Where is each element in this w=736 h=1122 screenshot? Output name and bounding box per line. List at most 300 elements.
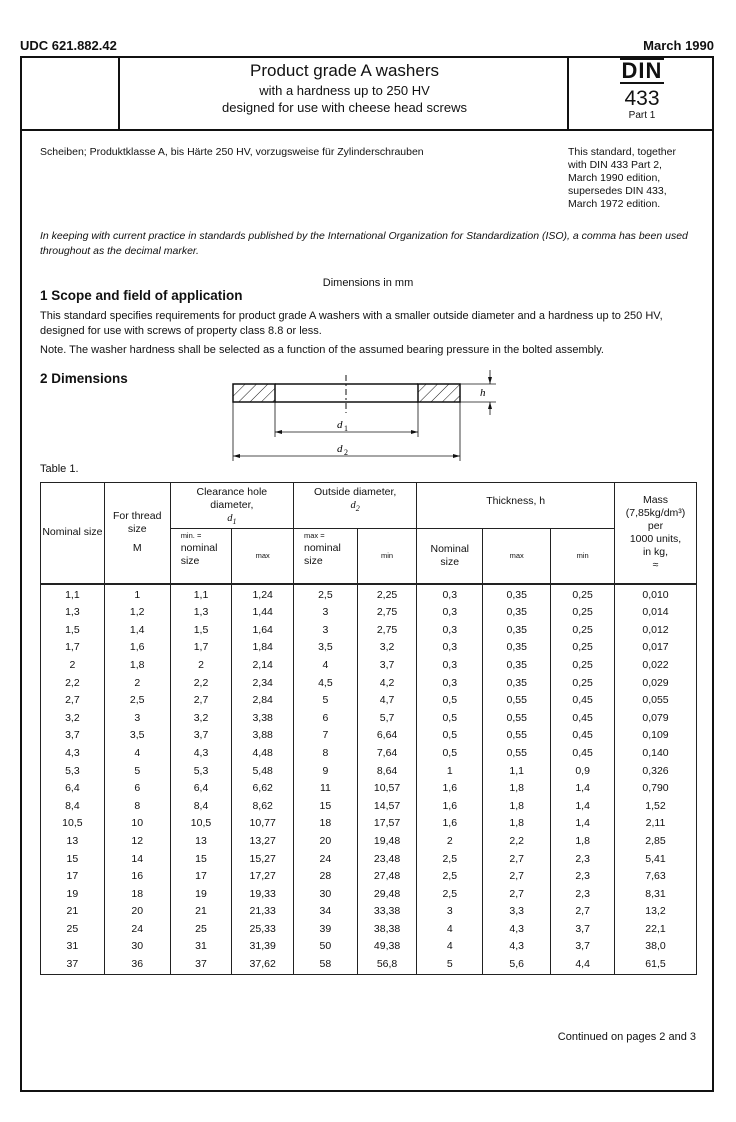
cell-nominal-size: 2,7 <box>41 692 105 710</box>
table-cell: 1,1 <box>170 584 232 605</box>
table-cell: 37 <box>170 956 232 974</box>
table-cell: 13,2 <box>615 903 697 921</box>
table-cell: 2,25 <box>357 584 417 605</box>
table-cell: 1,44 <box>232 604 294 622</box>
table-cell: 0,25 <box>551 584 615 605</box>
header-thickness-nominal: Nominal size <box>417 529 483 584</box>
d2-symbol: $d_2$ <box>350 500 360 514</box>
table-cell: 34 <box>294 903 358 921</box>
cell-nominal-size: 37 <box>41 956 105 974</box>
label-d1-sub: 1 <box>344 424 348 433</box>
table-cell: 3,7 <box>551 938 615 956</box>
table-cell: 5 <box>104 763 170 781</box>
dimensions-table <box>40 482 697 975</box>
table-cell: 0,012 <box>615 622 697 640</box>
table-cell: 8,4 <box>170 798 232 816</box>
table-cell: 2,5 <box>417 886 483 904</box>
table-row <box>41 745 697 763</box>
table-cell: 4,3 <box>483 938 551 956</box>
table-cell: 8,64 <box>357 763 417 781</box>
table-cell: 1,4 <box>104 622 170 640</box>
table-cell: 0,45 <box>551 710 615 728</box>
table-cell: 11 <box>294 780 358 798</box>
mass-line: 1000 units, <box>629 532 682 545</box>
table-cell: 0,35 <box>483 657 551 675</box>
table-cell: 0,5 <box>417 692 483 710</box>
dimensions-unit: Dimensions in mm <box>322 277 414 289</box>
table-body <box>41 584 697 975</box>
udc-number: UDC 621.882.42 <box>20 38 117 53</box>
table-cell: 6 <box>104 780 170 798</box>
table-cell: 10 <box>104 815 170 833</box>
table-cell: 37,62 <box>232 956 294 974</box>
supersedes-line: with DIN 433 Part 2, <box>568 159 662 171</box>
d1-symbol: $d_1$ <box>227 513 237 527</box>
table-cell: 0,35 <box>483 584 551 605</box>
table-cell: 2,11 <box>615 815 697 833</box>
table-cell: 1,8 <box>483 780 551 798</box>
cell-nominal-size: 31 <box>41 938 105 956</box>
table-cell: 1,1 <box>483 763 551 781</box>
table-cell: 0,055 <box>615 692 697 710</box>
table-cell: 5,3 <box>170 763 232 781</box>
table-row <box>41 921 697 939</box>
table-cell: 5 <box>417 956 483 974</box>
header-thickness-max: max <box>483 529 551 584</box>
table-cell: 12 <box>104 833 170 851</box>
thread-size-label: For thread size <box>113 510 162 536</box>
table-cell: 2,3 <box>551 851 615 869</box>
table-cell: 3 <box>104 710 170 728</box>
table-cell: 15 <box>170 851 232 869</box>
supersedes-line: supersedes DIN 433, <box>568 185 667 197</box>
table-cell: 0,3 <box>417 604 483 622</box>
table-cell: 49,38 <box>357 938 417 956</box>
header-d2-max <box>294 529 358 584</box>
header-outside <box>294 483 417 529</box>
table-cell: 8 <box>104 798 170 816</box>
table-cell: 6,4 <box>170 780 232 798</box>
table-row <box>41 604 697 622</box>
table-cell: 2,85 <box>615 833 697 851</box>
washer-section-right <box>418 384 460 402</box>
washer-section-left <box>233 384 275 402</box>
table-row <box>41 780 697 798</box>
table-cell: 1,8 <box>104 657 170 675</box>
table-cell: 0,25 <box>551 675 615 693</box>
table-cell: 58 <box>294 956 358 974</box>
table-cell: 0,45 <box>551 745 615 763</box>
table-cell: 14 <box>104 851 170 869</box>
table-cell: 7 <box>294 727 358 745</box>
cell-nominal-size: 10,5 <box>41 815 105 833</box>
header-mass <box>615 483 697 584</box>
table-cell: 2,5 <box>294 584 358 605</box>
table-cell: 39 <box>294 921 358 939</box>
table-cell: 1,6 <box>417 780 483 798</box>
table-cell: 3,7 <box>170 727 232 745</box>
table-cell: 1,8 <box>483 798 551 816</box>
table-cell: 2,75 <box>357 622 417 640</box>
table-cell: 14,57 <box>357 798 417 816</box>
mass-line: per <box>647 519 664 532</box>
outside-label: Outside diameter, <box>314 486 397 498</box>
cell-nominal-size: 15 <box>41 851 105 869</box>
table-cell: 20 <box>294 833 358 851</box>
table-cell: 15 <box>294 798 358 816</box>
table-cell: 0,9 <box>551 763 615 781</box>
mass-line: Mass <box>642 493 669 506</box>
table-cell: 50 <box>294 938 358 956</box>
table-cell: 31 <box>170 938 232 956</box>
header-d1-max: max <box>232 529 294 584</box>
table-cell: 0,45 <box>551 692 615 710</box>
cell-nominal-size: 17 <box>41 868 105 886</box>
table-cell: 0,014 <box>615 604 697 622</box>
table-row <box>41 833 697 851</box>
table-cell: 5,41 <box>615 851 697 869</box>
table-cell: 5,6 <box>483 956 551 974</box>
table-cell: 1,64 <box>232 622 294 640</box>
table-row <box>41 657 697 675</box>
table-cell: 2,2 <box>170 675 232 693</box>
table-cell: 3,5 <box>104 727 170 745</box>
page-title: Product grade A washers <box>249 61 439 80</box>
table-cell: 1,2 <box>104 604 170 622</box>
din-part: Part 1 <box>628 110 656 121</box>
table-cell: 3,2 <box>170 710 232 728</box>
header-d1-min <box>170 529 232 584</box>
table-cell: 4,2 <box>357 675 417 693</box>
table-cell: 0,3 <box>417 657 483 675</box>
table-cell: 3,7 <box>551 921 615 939</box>
table-cell: 4 <box>294 657 358 675</box>
table-cell: 22,1 <box>615 921 697 939</box>
table-row <box>41 886 697 904</box>
header-left-cell <box>20 56 120 130</box>
header-thickness: Thickness, h <box>417 483 615 529</box>
table-cell: 29,48 <box>357 886 417 904</box>
table-cell: 0,55 <box>483 727 551 745</box>
table-cell: 30 <box>104 938 170 956</box>
table-cell: 7,63 <box>615 868 697 886</box>
table-cell: 3,5 <box>294 639 358 657</box>
table-cell: 1 <box>417 763 483 781</box>
table-cell: 0,25 <box>551 622 615 640</box>
min-eq-label: min. = <box>180 531 202 541</box>
label-d1: d <box>337 419 343 431</box>
table-row <box>41 903 697 921</box>
table-cell: 8,31 <box>615 886 697 904</box>
section-1-heading: 1 Scope and field of application <box>40 288 243 303</box>
table-cell: 5,48 <box>232 763 294 781</box>
table-cell: 6,64 <box>357 727 417 745</box>
table-cell: 0,55 <box>483 745 551 763</box>
continued-note: Continued on pages 2 and 3 <box>557 1031 696 1043</box>
table-cell: 4 <box>417 938 483 956</box>
table-cell: 1,6 <box>417 815 483 833</box>
section-1-note: Note. The washer hardness shall be selected as a function of the assumed bearing pressure in the bolted assembly. <box>40 344 604 356</box>
table-cell: 0,079 <box>615 710 697 728</box>
table-cell: 2,7 <box>483 851 551 869</box>
table-cell: 2,34 <box>232 675 294 693</box>
table-cell: 4,48 <box>232 745 294 763</box>
table-cell: 17,27 <box>232 868 294 886</box>
table-cell: 24 <box>294 851 358 869</box>
table-cell: 3 <box>294 622 358 640</box>
subtitle-usage: designed for use with cheese head screws <box>222 100 467 115</box>
table-row <box>41 938 697 956</box>
cell-nominal-size: 19 <box>41 886 105 904</box>
table-cell: 4,5 <box>294 675 358 693</box>
table-cell: 0,35 <box>483 675 551 693</box>
table-cell: 25,33 <box>232 921 294 939</box>
label-h: h <box>480 387 486 399</box>
table-cell: 33,38 <box>357 903 417 921</box>
table-cell: 0,017 <box>615 639 697 657</box>
table-row <box>41 639 697 657</box>
table-cell: 27,48 <box>357 868 417 886</box>
table-cell: 0,010 <box>615 584 697 605</box>
table-cell: 0,25 <box>551 639 615 657</box>
table-cell: 2,3 <box>551 868 615 886</box>
cell-nominal-size: 13 <box>41 833 105 851</box>
table-cell: 19 <box>170 886 232 904</box>
din-block <box>570 58 714 122</box>
table-cell: 2,14 <box>232 657 294 675</box>
table-cell: 4,7 <box>357 692 417 710</box>
table-cell: 1,8 <box>483 815 551 833</box>
table-cell: 3,7 <box>357 657 417 675</box>
table-cell: 21,33 <box>232 903 294 921</box>
table-row <box>41 868 697 886</box>
cell-nominal-size: 4,3 <box>41 745 105 763</box>
table-cell: 2,7 <box>483 868 551 886</box>
mass-line: in kg, <box>642 545 669 558</box>
table-cell: 0,35 <box>483 639 551 657</box>
cell-nominal-size: 21 <box>41 903 105 921</box>
table-cell: 21 <box>170 903 232 921</box>
table-row <box>41 956 697 974</box>
table-cell: 10,57 <box>357 780 417 798</box>
table-cell: 16 <box>104 868 170 886</box>
table-cell: 5,7 <box>357 710 417 728</box>
table-cell: 0,109 <box>615 727 697 745</box>
label-d2-sub: 2 <box>344 448 348 457</box>
table-cell: 61,5 <box>615 956 697 974</box>
iso-decimal-note: In keeping with current practice in standards published by the International Organization for Standardization (ISO), a comma has been used throughout as the decimal marker. <box>40 230 688 257</box>
table-cell: 1,5 <box>170 622 232 640</box>
table-cell: 2,84 <box>232 692 294 710</box>
table-cell: 0,3 <box>417 622 483 640</box>
supersedes-line: March 1972 edition. <box>568 198 661 210</box>
din-logo: DIN <box>621 58 663 83</box>
table-cell: 3 <box>294 604 358 622</box>
table-cell: 0,3 <box>417 584 483 605</box>
table-cell: 25 <box>170 921 232 939</box>
table-cell: 1,4 <box>551 815 615 833</box>
table-cell: 9 <box>294 763 358 781</box>
table-cell: 10,5 <box>170 815 232 833</box>
table-cell: 56,8 <box>357 956 417 974</box>
table-cell: 4,4 <box>551 956 615 974</box>
table-cell: 19,33 <box>232 886 294 904</box>
issue-date: March 1990 <box>643 38 714 53</box>
subtitle-hardness: with a hardness up to 250 HV <box>259 83 430 98</box>
thread-m-label: M <box>132 542 142 555</box>
table-caption: Table 1. <box>40 463 79 475</box>
table-row <box>41 692 697 710</box>
table-cell: 17,57 <box>357 815 417 833</box>
table-cell: 0,55 <box>483 710 551 728</box>
table-cell: 1,84 <box>232 639 294 657</box>
table-cell: 24 <box>104 921 170 939</box>
table-cell: 1,24 <box>232 584 294 605</box>
nominal-size-small: nominal size <box>180 542 218 568</box>
table-cell: 30 <box>294 886 358 904</box>
table-cell: 7,64 <box>357 745 417 763</box>
table-row <box>41 815 697 833</box>
table-cell: 1,4 <box>551 798 615 816</box>
cell-nominal-size: 3,7 <box>41 727 105 745</box>
table-cell: 0,45 <box>551 727 615 745</box>
table-cell: 0,790 <box>615 780 697 798</box>
table-cell: 3,2 <box>357 639 417 657</box>
table-cell: 17 <box>170 868 232 886</box>
table-cell: 4,3 <box>170 745 232 763</box>
table-cell: 36 <box>104 956 170 974</box>
label-d2: d <box>337 443 343 455</box>
header-clearance <box>170 483 293 529</box>
table-cell: 38,0 <box>615 938 697 956</box>
nominal-size-small: nominal size <box>304 542 341 568</box>
table-cell: 2,7 <box>551 903 615 921</box>
table-cell: 2,5 <box>417 851 483 869</box>
header-nominal-size: Nominal size <box>41 483 105 584</box>
table-cell: 31,39 <box>232 938 294 956</box>
section-1-paragraph: This standard specifies requirements for product grade A washers with a smaller outside diameter and a hardness up to 250 HV, designed for use with screws of property class 8.8 or less. <box>40 310 663 337</box>
supersedes-line: This standard, together <box>568 146 676 158</box>
table-cell: 28 <box>294 868 358 886</box>
table-cell: 0,55 <box>483 692 551 710</box>
table-row <box>41 763 697 781</box>
table-cell: 1,6 <box>104 639 170 657</box>
table-cell: 1,52 <box>615 798 697 816</box>
table-row <box>41 622 697 640</box>
cell-nominal-size: 6,4 <box>41 780 105 798</box>
table-cell: 0,5 <box>417 710 483 728</box>
header-thickness-min: min <box>551 529 615 584</box>
table-cell: 2,5 <box>104 692 170 710</box>
mass-line: ≈ <box>652 558 659 571</box>
header-d2-min: min <box>357 529 417 584</box>
washer-diagram <box>230 365 510 465</box>
table-cell: 3,88 <box>232 727 294 745</box>
table-cell: 0,5 <box>417 745 483 763</box>
table-cell: 2,2 <box>483 833 551 851</box>
supersedes-note <box>568 146 708 211</box>
table-cell: 0,029 <box>615 675 697 693</box>
table-cell: 2,7 <box>170 692 232 710</box>
table-row <box>41 584 697 605</box>
table-cell: 19,48 <box>357 833 417 851</box>
title-block <box>122 60 567 116</box>
table-cell: 18 <box>104 886 170 904</box>
cell-nominal-size: 3,2 <box>41 710 105 728</box>
table-cell: 0,25 <box>551 657 615 675</box>
cell-nominal-size: 2 <box>41 657 105 675</box>
table-cell: 2,7 <box>483 886 551 904</box>
cell-nominal-size: 1,3 <box>41 604 105 622</box>
cell-nominal-size: 8,4 <box>41 798 105 816</box>
table-cell: 3 <box>417 903 483 921</box>
table-cell: 2,75 <box>357 604 417 622</box>
table-cell: 4 <box>417 921 483 939</box>
table-cell: 0,140 <box>615 745 697 763</box>
table-cell: 0,35 <box>483 622 551 640</box>
table-cell: 0,5 <box>417 727 483 745</box>
max-eq-label: max = <box>304 531 325 541</box>
table-cell: 0,3 <box>417 675 483 693</box>
header-thread-size <box>104 483 170 584</box>
table-row <box>41 727 697 745</box>
table-cell: 20 <box>104 903 170 921</box>
clearance-label: Clearance hole diameter, <box>196 486 268 511</box>
table-cell: 4,3 <box>483 921 551 939</box>
table-row <box>41 798 697 816</box>
table-cell: 1 <box>104 584 170 605</box>
table-cell: 2,3 <box>551 886 615 904</box>
table-cell: 0,35 <box>483 604 551 622</box>
header-divider <box>567 56 569 130</box>
table-cell: 1,7 <box>170 639 232 657</box>
header-bottom-rule <box>20 129 714 131</box>
table-cell: 1,4 <box>551 780 615 798</box>
table-row <box>41 710 697 728</box>
table-cell: 6,62 <box>232 780 294 798</box>
cell-nominal-size: 25 <box>41 921 105 939</box>
table-cell: 23,48 <box>357 851 417 869</box>
table-cell: 18 <box>294 815 358 833</box>
table-cell: 13 <box>170 833 232 851</box>
table-cell: 5 <box>294 692 358 710</box>
table-cell: 0,3 <box>417 639 483 657</box>
table-cell: 0,25 <box>551 604 615 622</box>
table-cell: 8,62 <box>232 798 294 816</box>
table-cell: 1,3 <box>170 604 232 622</box>
table-cell: 1,6 <box>417 798 483 816</box>
mass-line: (7,85kg/dm³) <box>625 506 686 519</box>
section-2-heading: 2 Dimensions <box>40 371 128 386</box>
table-cell: 3,3 <box>483 903 551 921</box>
table-cell: 2 <box>104 675 170 693</box>
table-row <box>41 675 697 693</box>
table-cell: 2 <box>170 657 232 675</box>
cell-nominal-size: 2,2 <box>41 675 105 693</box>
cell-nominal-size: 1,5 <box>41 622 105 640</box>
cell-nominal-size: 1,1 <box>41 584 105 605</box>
table-cell: 10,77 <box>232 815 294 833</box>
cell-nominal-size: 1,7 <box>41 639 105 657</box>
table-cell: 13,27 <box>232 833 294 851</box>
table-cell: 3,38 <box>232 710 294 728</box>
table-cell: 15,27 <box>232 851 294 869</box>
table-cell: 2,5 <box>417 868 483 886</box>
table-cell: 0,022 <box>615 657 697 675</box>
cell-nominal-size: 5,3 <box>41 763 105 781</box>
german-title: Scheiben; Produktklasse A, bis Härte 250 HV, vorzugsweise für Zylinderschrauben <box>40 146 424 158</box>
table-cell: 1,8 <box>551 833 615 851</box>
